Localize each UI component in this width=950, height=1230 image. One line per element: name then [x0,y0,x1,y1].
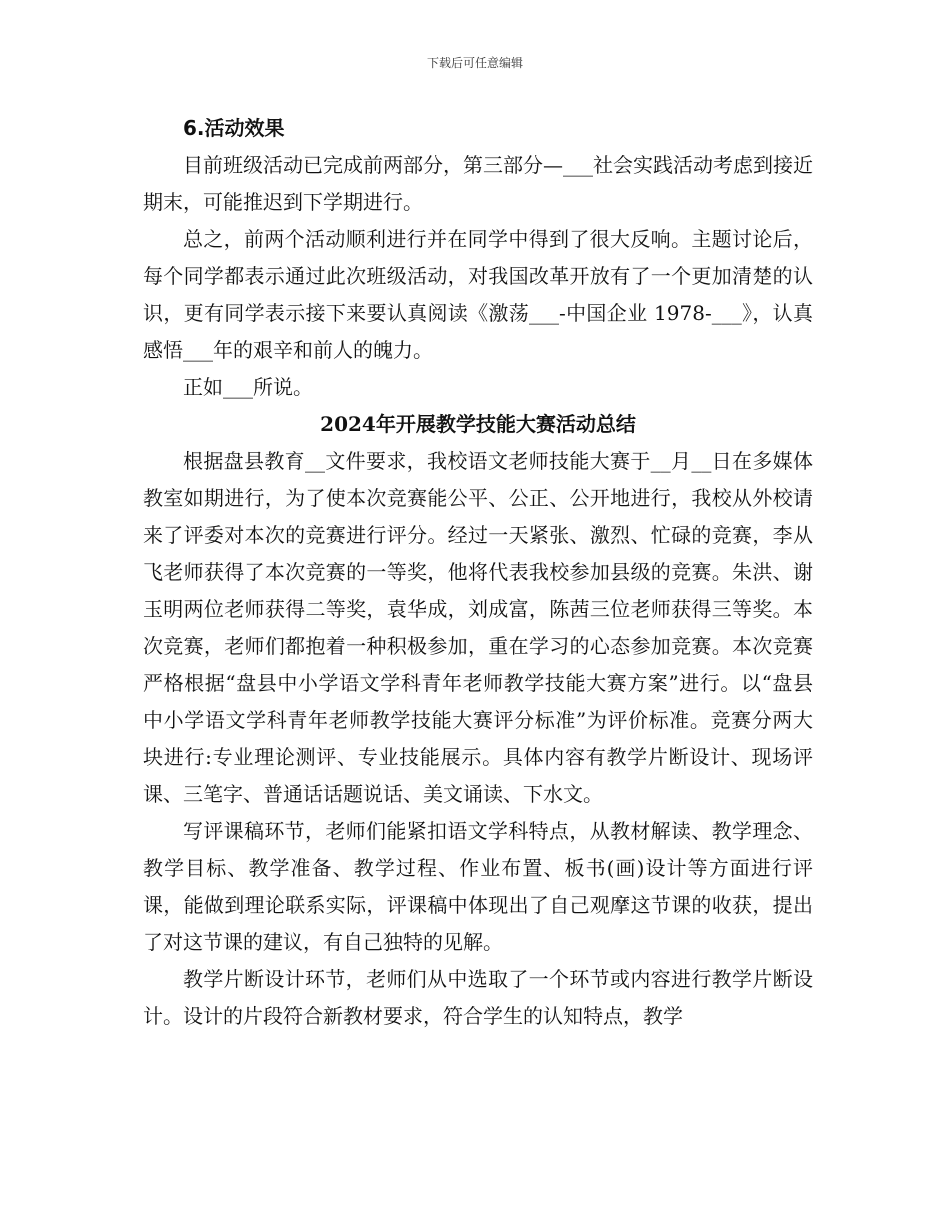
section-heading: 6.活动效果 [183,116,285,140]
document-title: 2024年开展教学技能大赛活动总结 [320,412,636,436]
paragraph: 教学片断设计环节，老师们从中选取了一个环节或内容进行教学片断设计。设计的片段符合新教材要求，符合学生的认知特点，教学 [143,967,813,1028]
document-body [143,110,813,1035]
paragraph: 根据盘县教育__文件要求，我校语文老师技能大赛于__月__日在多媒体教室如期进行，为了使本次竞赛能公平、公正、公开地进行，我校从外校请来了评委对本次的竞赛进行评分。经过一天紧张、激烈、忙碌的竞赛，李从飞老师获得了本次竞赛的一等奖，他将代表我校参加县级的竞赛。朱洪、谢玉明两位老师获得二等奖，袁华成，刘成富，陈茜三位老师获得三等奖。本次竞赛，老师们都抱着一种积极参加，重在学习的心态参加竞赛。本次竞赛严格根据“盘县中小学语文学科青年老师教学技能大赛方案”进行。以“盘县中小学语文学科青年老师教学技能大赛评分标准”为评价标准。竞赛分两大块进行:专业理论测评、专业技能展示。具体内容有教学片断设计、现场评课、三笔字、普通话话题说话、美文诵读、下水文。 [143,449,813,806]
page-header: 下载后可任意编辑 [426,56,523,70]
paragraph: 总之，前两个活动顺利进行并在同学中得到了很大反响。主题讨论后，每个同学都表示通过此次班级活动，对我国改革开放有了一个更加清楚的认识，更有同学表示接下来要认真阅读《激荡___-中国企业 1978-___》，认真感悟___年的艰辛和前人的魄力。 [143,227,813,362]
paragraph: 目前班级活动已完成前两部分，第三部分—___社会实践活动考虑到接近期末，可能推迟到下学期进行。 [143,153,813,214]
paragraph: 写评课稿环节，老师们能紧扣语文学科特点，从教材解读、教学理念、教学目标、教学准备、教学过程、作业布置、板书(画)设计等方面进行评课，能做到理论联系实际，评课稿中体现出了自己观摩这节课的收获，提出了对这节课的建议，有自己独特的见解。 [143,819,813,954]
paragraph: 正如___所说。 [183,375,313,399]
